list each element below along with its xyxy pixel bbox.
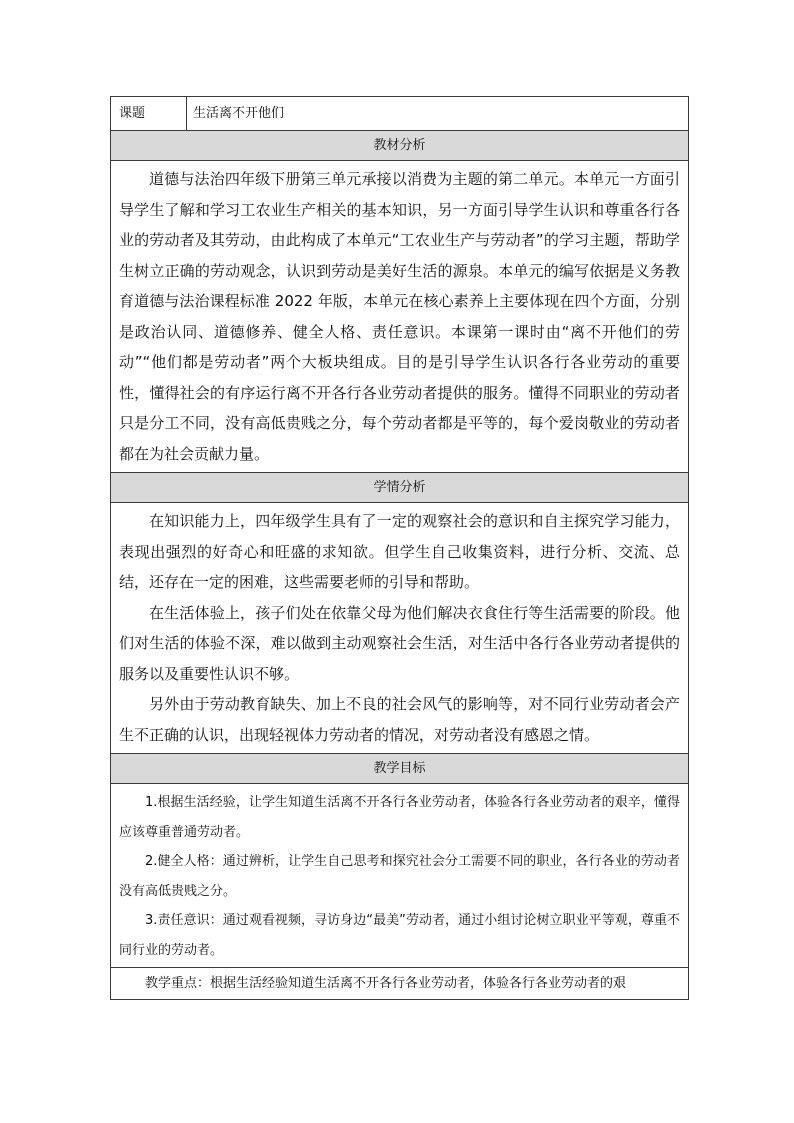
student-analysis-header-row <box>111 473 689 503</box>
teaching-goals-heading: 教学目标 <box>111 754 689 784</box>
teaching-focus-text: 根据生活经验知道生活离不开各行各业劳动者，体验各行各业劳动者的艰 <box>210 976 627 991</box>
teaching-goals-body <box>111 784 689 968</box>
title-value: 生活离不开他们 <box>187 97 689 131</box>
material-analysis-body <box>111 161 689 473</box>
student-analysis-body-row <box>111 503 689 754</box>
lesson-plan-table <box>110 96 689 1000</box>
student-analysis-heading: 学情分析 <box>111 473 689 503</box>
teaching-focus-row <box>111 968 689 1000</box>
teaching-goal-item: 3.责任意识：通过观看视频，寻访身边“最美”劳动者，通过小组讨论树立职业平等观，尊重不同行业的劳动者。 <box>119 913 680 958</box>
student-analysis-body <box>111 503 689 754</box>
teaching-goals-body-row <box>111 784 689 968</box>
teaching-goals-header-row <box>111 754 689 784</box>
teaching-goal-item: 2.健全人格：通过辨析，让学生自己思考和探究社会分工需要不同的职业，各行各业的劳动者没有高低贵贱之分。 <box>119 854 680 899</box>
teaching-focus-cell <box>111 968 689 1000</box>
student-analysis-paragraph: 另外由于劳动教育缺失、加上不良的社会风气的影响等，对不同行业劳动者会产生不正确的认识，出现轻视体力劳动者的情况，对劳动者没有感恩之情。 <box>119 695 680 744</box>
material-analysis-heading: 教材分析 <box>111 131 689 161</box>
title-row <box>111 97 689 131</box>
teaching-goal-item: 1.根据生活经验，让学生知道生活离不开各行各业劳动者，体验各行各业劳动者的艰辛，懂得应该尊重普通劳动者。 <box>119 795 680 840</box>
student-analysis-paragraph: 在生活体验上，孩子们处在依靠父母为他们解决衣食住行等生活需要的阶段。他们对生活的体验不深，难以做到主动观察社会生活，对生活中各行各业劳动者提供的服务以及重要性认识不够。 <box>119 603 680 683</box>
material-analysis-header-row <box>111 131 689 161</box>
student-analysis-paragraph: 在知识能力上，四年级学生具有了一定的观察社会的意识和自主探究学习能力，表现出强烈的好奇心和旺盛的求知欲。但学生自己收集资料，进行分析、交流、总结，还存在一定的困难，这些需要老师的引导和帮助。 <box>119 512 680 591</box>
teaching-focus-label: 教学重点： <box>145 976 211 991</box>
title-label: 课题 <box>111 97 187 131</box>
material-analysis-paragraph: 道德与法治四年级下册第三单元承接以消费为主题的第二单元。本单元一方面引导学生了解和学习工农业生产相关的基本知识，另一方面引导学生认识和尊重各行各业的劳动者及其劳动，由此构成了本单元“工农业生产与劳动者”的学习主题，帮助学生树立正确的劳动观念，认识到劳动是美好生活的源泉。本单元的编写依据是义务教育道德与法治课程标准 2022 年版，本单元在核心素养上主要体现在四个方面，分别是政治认同、道德修养、健全人格、责任意识。本课第一课时由“离不开他们的劳动”“他们都是劳动者”两个大板块组成。目的是引导学生认识各行各业劳动的重要性，懂得社会的有序运行离不开各行各业劳动者提供的服务。懂得不同职业的劳动者只是分工不同，没有高低贵贱之分，每个劳动者都是平等的，每个爱岗敬业的劳动者都在为社会贡献力量。 <box>119 170 680 463</box>
material-analysis-body-row <box>111 161 689 473</box>
